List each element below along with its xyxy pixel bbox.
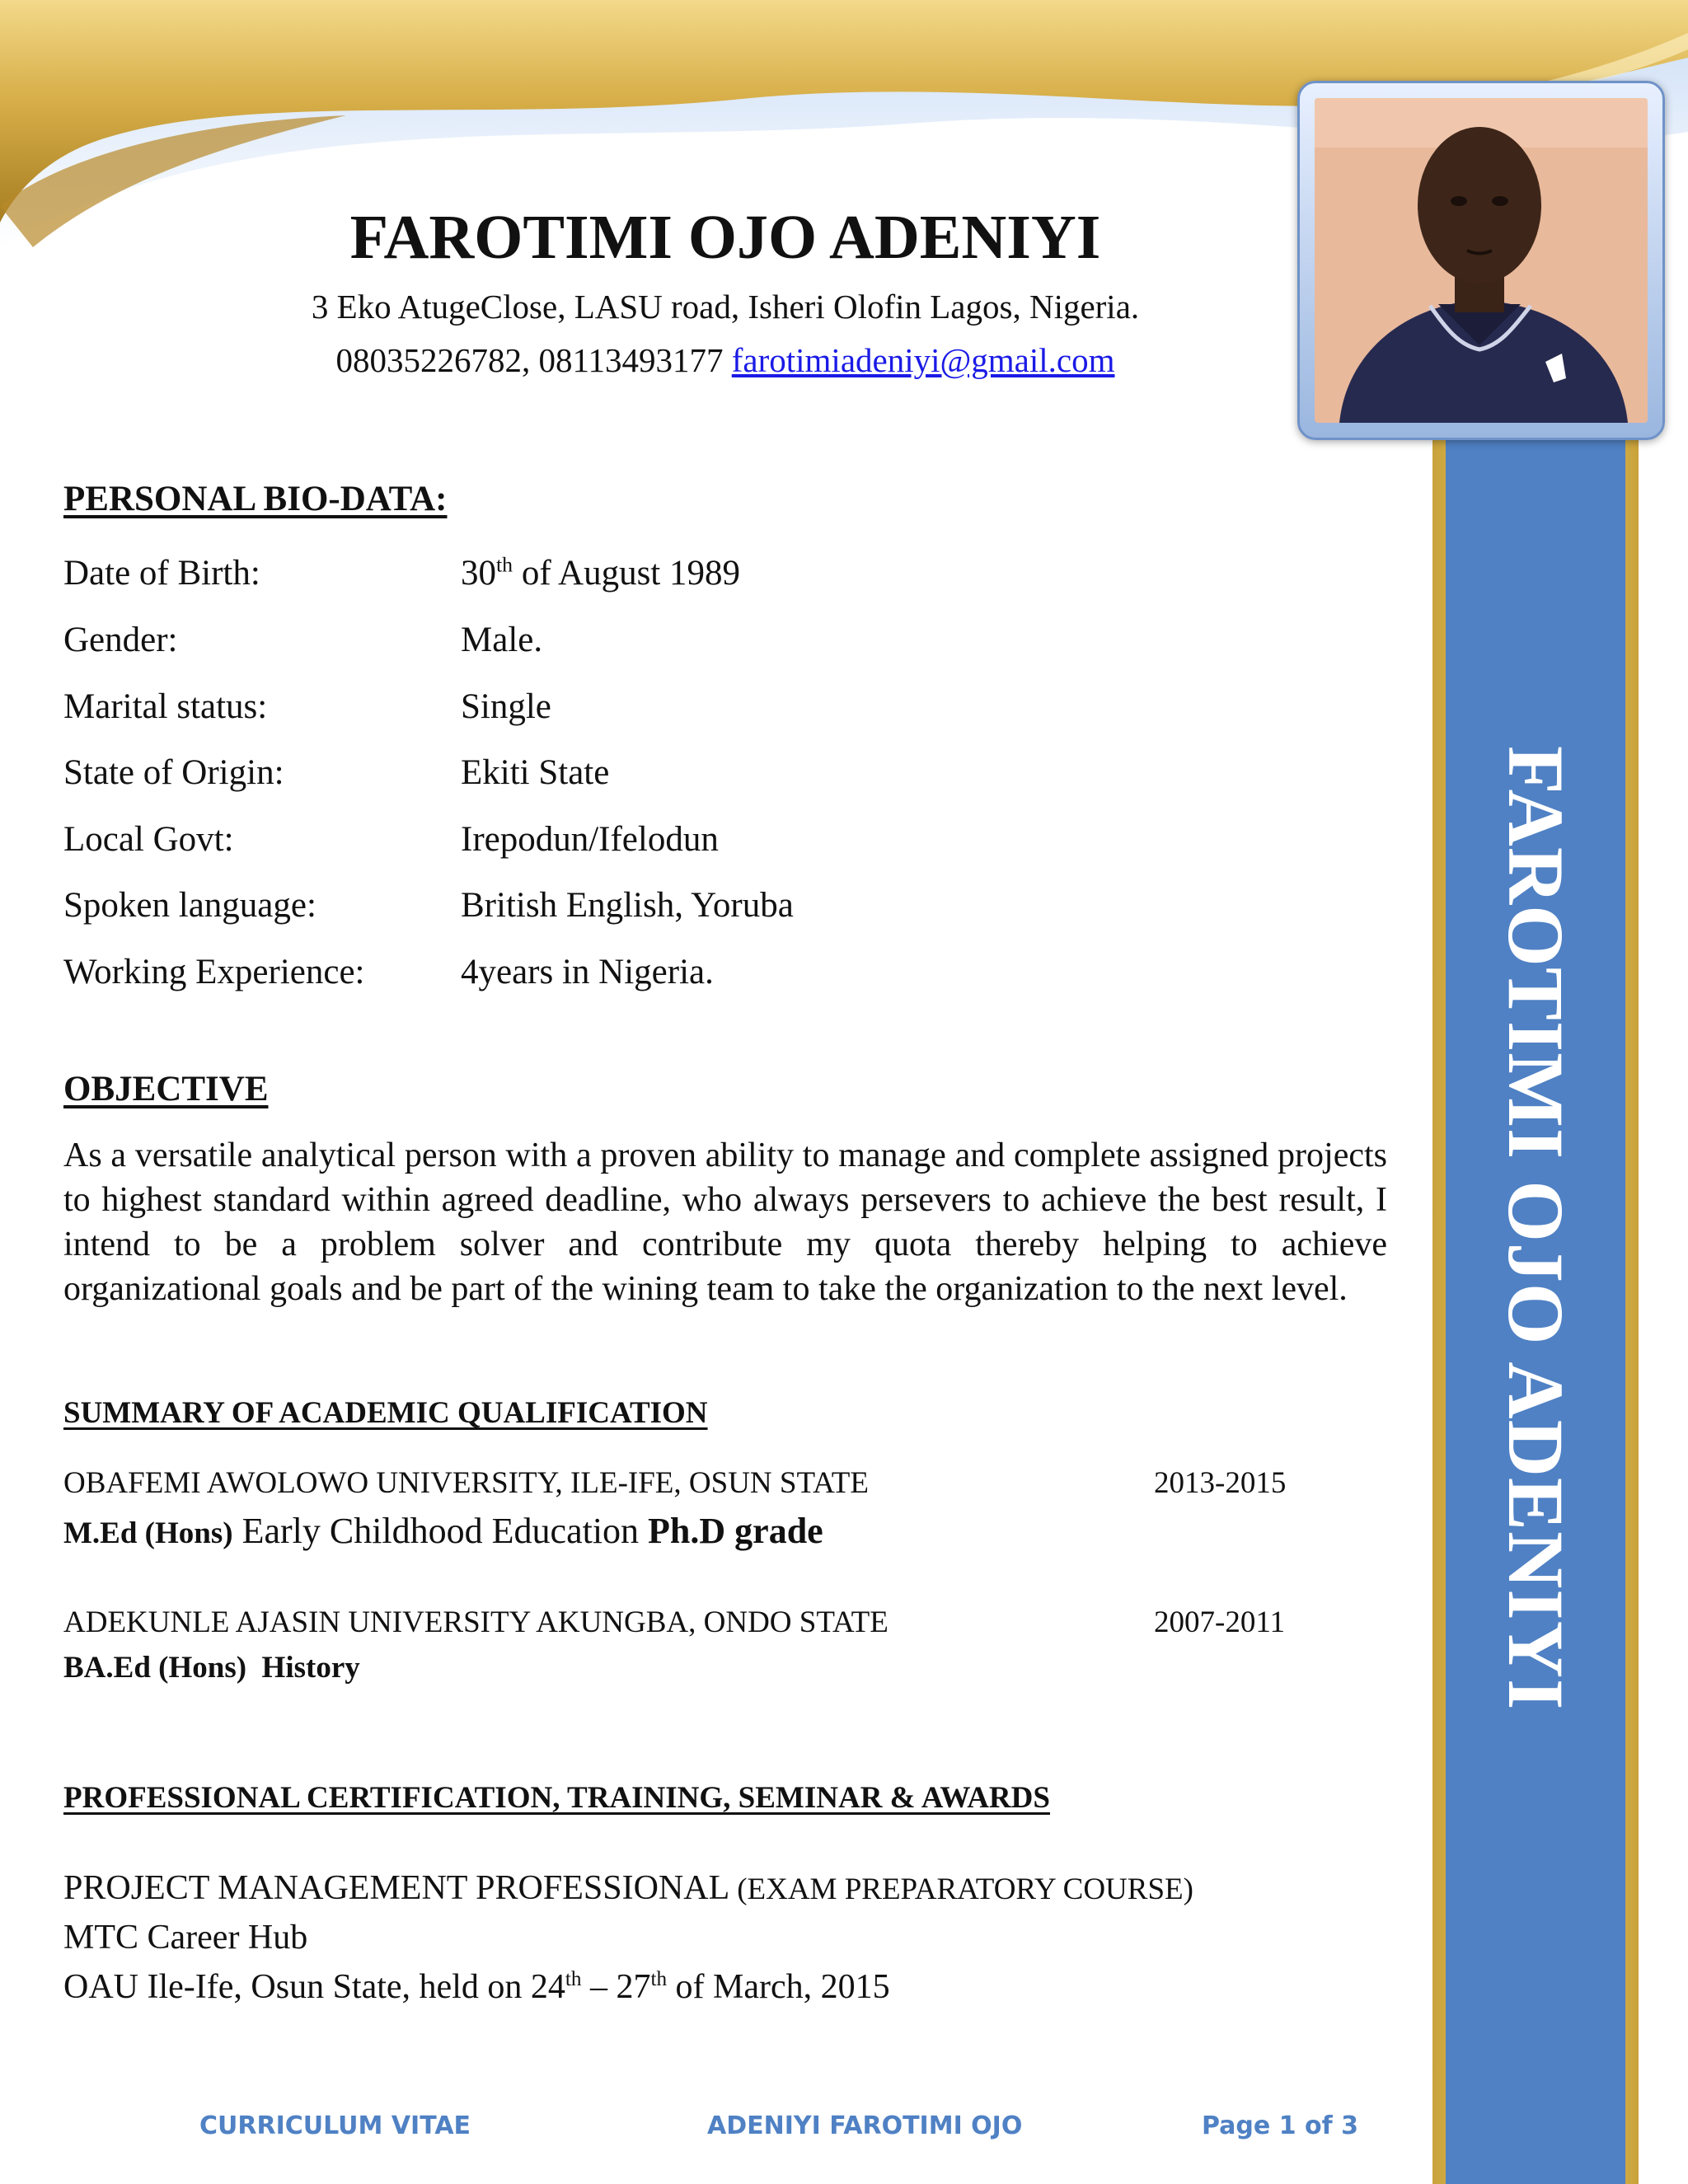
bio-row — [63, 747, 1300, 804]
bio-label: Marital status: — [63, 687, 268, 726]
bio-label: Spoken language: — [63, 886, 316, 925]
bio-value: Ekiti State — [461, 753, 610, 792]
profile-photo-frame — [1297, 81, 1665, 440]
institution-years: 2007-2011 — [1154, 1605, 1285, 1639]
bio-label: Working Experience: — [63, 953, 365, 991]
footer-left: CURRICULUM VITAE — [199, 2111, 471, 2140]
degree-line — [63, 1508, 823, 1563]
certification-provider: MTC Career Hub — [63, 1919, 308, 1957]
side-band-name: FAROTIMI OJO ADENIYI — [1492, 745, 1580, 1711]
email-link[interactable]: farotimiadeniyi@gmail.com — [731, 341, 1115, 379]
footer-center: ADENIYI FAROTIMI OJO — [707, 2111, 1023, 2140]
bio-value: 30th of August 1989 — [461, 552, 741, 593]
bio-label: Gender: — [63, 621, 178, 659]
bio-label: State of Origin: — [63, 753, 284, 792]
cv-name: FAROTIMI OJO ADENIYI — [349, 203, 1101, 272]
bio-row — [63, 946, 1300, 1004]
bio-label: Local Govt: — [63, 820, 234, 859]
bio-value: Single — [461, 687, 551, 726]
footer-page-number: Page 1 of 3 — [1202, 2111, 1358, 2140]
academic-heading: SUMMARY OF ACADEMIC QUALIFICATION — [63, 1396, 708, 1430]
degree: M.Ed (Hons) — [63, 1516, 233, 1550]
certification-venue: OAU Ile-Ife, Osun State, held on 24th – 27th of March, 2015 — [63, 1968, 890, 2006]
bio-row — [63, 614, 1300, 672]
course: Early Childhood Education — [232, 1511, 649, 1551]
bio-row — [63, 813, 1300, 871]
bio-heading: PERSONAL BIO-DATA: — [63, 480, 448, 518]
institution-name: ADEKUNLE AJASIN UNIVERSITY AKUNGBA, ONDO STATE — [63, 1605, 889, 1639]
profile-photo — [1315, 98, 1648, 423]
institution-years: 2013-2015 — [1154, 1466, 1287, 1500]
grade: Ph.D grade — [648, 1511, 823, 1551]
bio-value: Male. — [461, 621, 543, 659]
contact-line — [165, 338, 1286, 382]
bio-row — [63, 681, 1300, 738]
bio-value: 4years in Nigeria. — [461, 953, 714, 991]
bio-value: Irepodun/Ifelodun — [461, 820, 719, 859]
bio-value: British English, Yoruba — [461, 886, 794, 925]
address: 3 Eko AtugeClose, LASU road, Isheri Olofin Lagos, Nigeria. — [311, 288, 1140, 326]
bio-label: Date of Birth: — [63, 554, 260, 593]
degree: BA.Ed (Hons) History — [63, 1651, 360, 1685]
objective-heading: OBJECTIVE — [63, 1070, 269, 1108]
bio-row-dob — [63, 547, 1300, 605]
certification-title: PROJECT MANAGEMENT PROFESSIONAL (EXAM PREPARATORY COURSE) — [63, 1869, 1193, 1907]
degree-line — [63, 1645, 360, 1697]
bio-row — [63, 879, 1300, 937]
objective-text: As a versatile analytical person with a proven ability to manage and complete assigned projects to highest standard within agreed deadline, who always persevers to achieve the best result, I intend to be a problem solver and contribute my quota thereby helping to achieve organizational goals and be part of the wining team to take the organization to the next level. — [63, 1137, 1387, 1308]
institution-name: OBAFEMI AWOLOWO UNIVERSITY, ILE-IFE, OSUN STATE — [63, 1466, 869, 1500]
certification-heading: PROFESSIONAL CERTIFICATION, TRAINING, SEMINAR & AWARDS — [63, 1781, 1050, 1815]
certification-note: (EXAM PREPARATORY COURSE) — [737, 1872, 1193, 1906]
phone-numbers: 08035226782, 08113493177 — [335, 341, 724, 379]
